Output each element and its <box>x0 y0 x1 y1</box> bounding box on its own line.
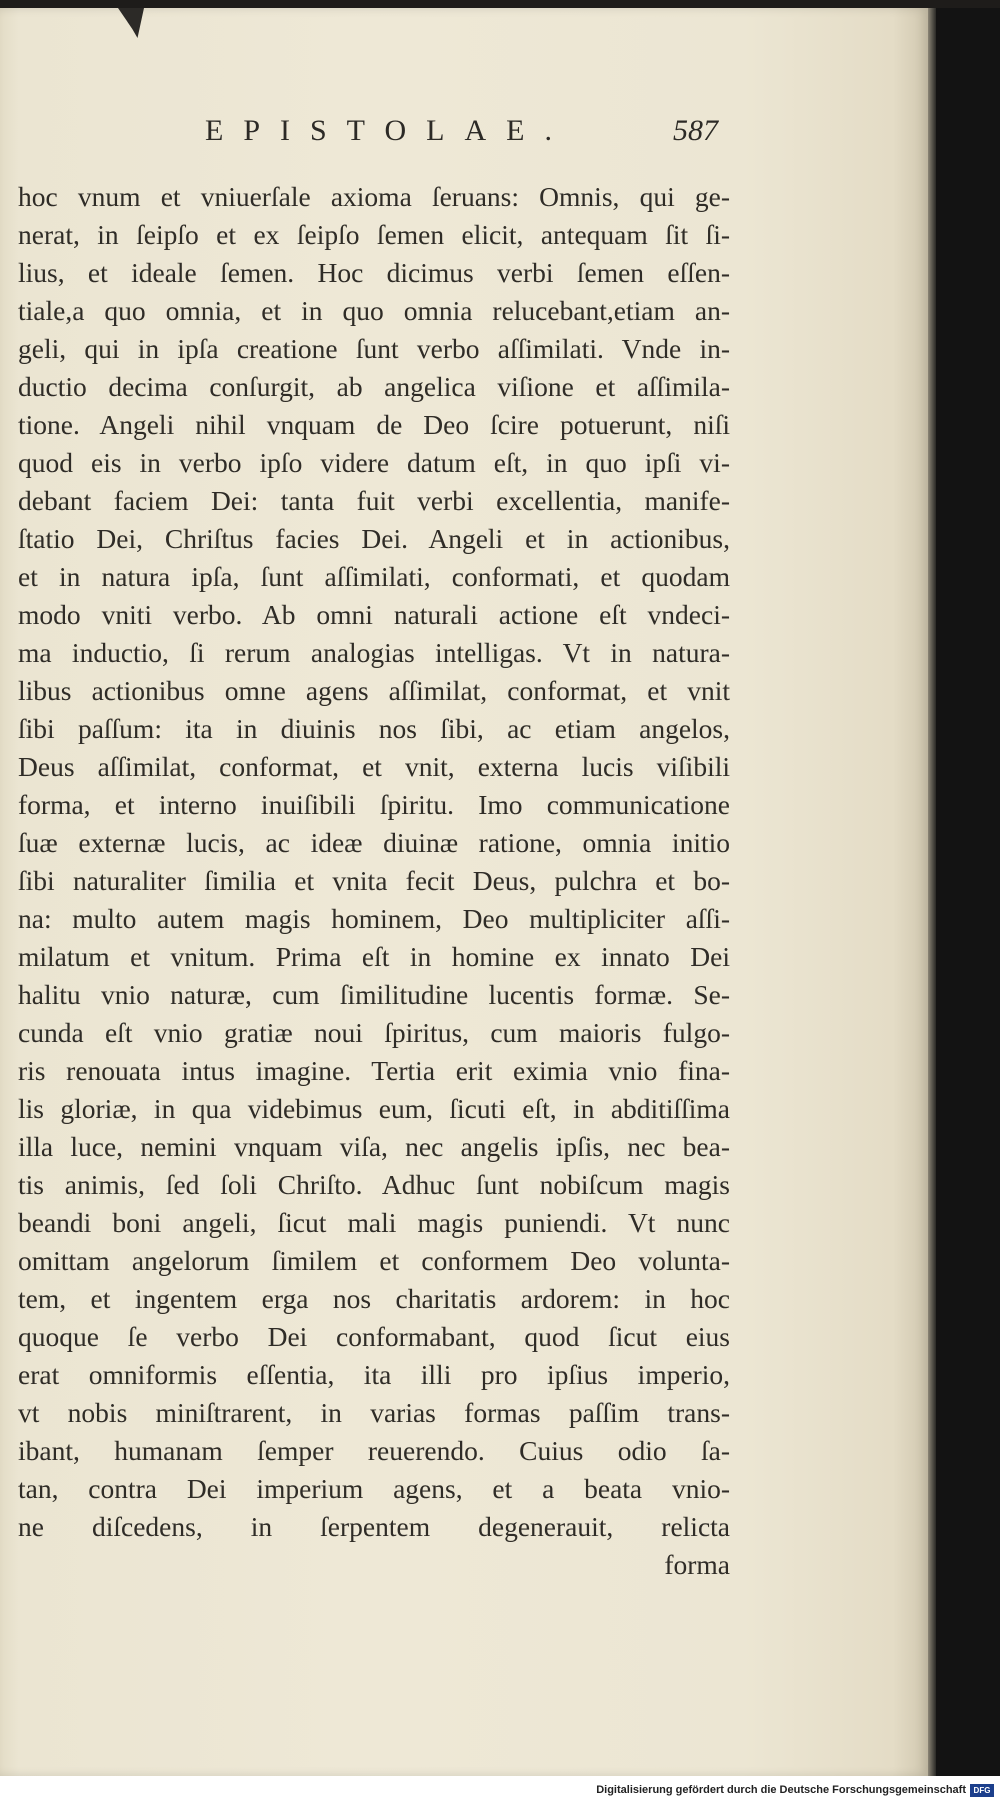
text-line: Deus aſſimilat, conformat, et vnit, externa lucis viſibili <box>18 751 730 782</box>
text-line: nerat, in ſeipſo et ex ſeipſo ſemen elicit, antequam ſit ſi- <box>18 219 730 250</box>
text-line: ibant, humanam ſemper reuerendo. Cuius odio ſa- <box>18 1435 730 1466</box>
header-title: EPISTOLAE. <box>205 114 572 147</box>
text-line: tan, contra Dei imperium agens, et a beata vnio- <box>18 1473 730 1504</box>
text-line: geli, qui in ipſa creatione ſunt verbo aſſimilati. Vnde in- <box>18 333 730 364</box>
top-dark-strip <box>0 0 1000 8</box>
text-line: ſibi naturaliter ſimilia et vnita fecit Deus, pulchra et bo- <box>18 865 730 896</box>
text-line: et in natura ipſa, ſunt aſſimilati, conformati, et quodam <box>18 561 730 592</box>
text-line: ris renouata intus imagine. Tertia erit eximia vnio fina- <box>18 1055 730 1086</box>
text-line: tis animis, ſed ſoli Chriſto. Adhuc ſunt nobiſcum magis <box>18 1169 730 1200</box>
text-line: forma, et interno inuiſibili ſpiritu. Imo communicatione <box>18 789 730 820</box>
footer-bar <box>0 1776 1000 1803</box>
text-line: ſtatio Dei, Chriſtus facies Dei. Angeli et in actionibus, <box>18 523 730 554</box>
text-line: na: multo autem magis hominem, Deo multipliciter aſſi- <box>18 903 730 934</box>
text-line: vt nobis miniſtrarent, in varias formas paſſim trans- <box>18 1397 730 1428</box>
text-line: lis gloriæ, in qua videbimus eum, ſicuti eſt, in abditiſſima <box>18 1093 730 1124</box>
text-line: beandi boni angeli, ſicut mali magis puniendi. Vt nunc <box>18 1207 730 1238</box>
text-line: quod eis in verbo ipſo videre datum eſt, in quo ipſi vi- <box>18 447 730 478</box>
text-line: halitu vnio naturæ, cum ſimilitudine lucentis formæ. Se- <box>18 979 730 1010</box>
text-line: lius, et ideale ſemen. Hoc dicimus verbi ſemen eſſen- <box>18 257 730 288</box>
text-line: milatum et vnitum. Prima eſt in homine ex innato Dei <box>18 941 730 972</box>
text-line: cunda eſt vnio gratiæ noui ſpiritus, cum maioris fulgo- <box>18 1017 730 1048</box>
page-edge-shadow <box>928 8 936 1776</box>
text-line: modo vniti verbo. Ab omni naturali actione eſt vndeci- <box>18 599 730 630</box>
text-line: ductio decima conſurgit, ab angelica viſione et aſſimila- <box>18 371 730 402</box>
funding-credit: Digitalisierung gefördert durch die Deutsche Forschungsgemeinschaft <box>596 1784 966 1796</box>
text-line: hoc vnum et vniuerſale axioma ſeruans: Omnis, qui ge- <box>18 181 730 212</box>
text-line: debant faciem Dei: tanta fuit verbi excellentia, manife- <box>18 485 730 516</box>
text-line: ma inductio, ſi rerum analogias intelligas. Vt in natura- <box>18 637 730 668</box>
dfg-logo: DFG <box>970 1784 994 1797</box>
running-head <box>0 114 930 154</box>
text-line: tione. Angeli nihil vnquam de Deo ſcire potuerunt, niſi <box>18 409 730 440</box>
text-line: illa luce, nemini vnquam viſa, nec angelis ipſis, nec bea- <box>18 1131 730 1162</box>
text-line: ne diſcedens, in ſerpentem degenerauit, relicta <box>18 1511 730 1542</box>
text-line: omittam angelorum ſimilem et conformem Deo volunta- <box>18 1245 730 1276</box>
text-line: tiale,a quo omnia, et in quo omnia relucebant,etiam an- <box>18 295 730 326</box>
text-line: ſibi paſſum: ita in diuinis nos ſibi, ac etiam angelos, <box>18 713 730 744</box>
book-page <box>0 8 930 1776</box>
text-line: quoque ſe verbo Dei conformabant, quod ſicut eius <box>18 1321 730 1352</box>
body-text <box>18 178 730 1584</box>
text-line: ſuæ externæ lucis, ac ideæ diuinæ ratione, omnia initio <box>18 827 730 858</box>
text-line: erat omniformis eſſentia, ita illi pro ipſius imperio, <box>18 1359 730 1390</box>
catchword: forma <box>664 1549 730 1580</box>
text-line: tem, et ingentem erga nos charitatis ardorem: in hoc <box>18 1283 730 1314</box>
text-line: libus actionibus omne agens aſſimilat, conformat, et vnit <box>18 675 730 706</box>
page-number: 587 <box>673 114 718 147</box>
